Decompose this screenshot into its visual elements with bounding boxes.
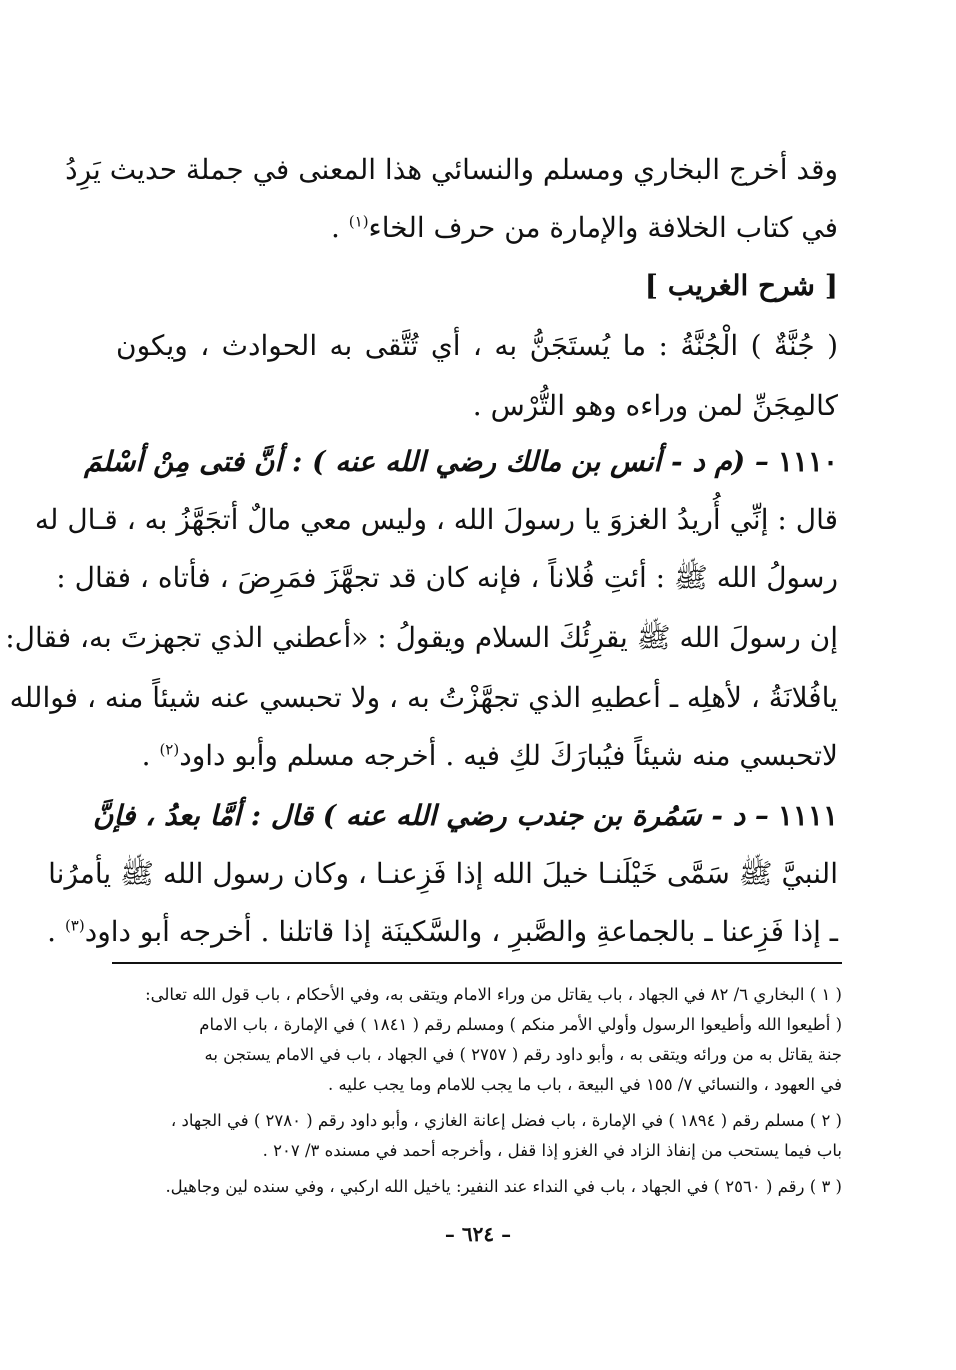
body-line-5 (34, 500, 838, 540)
page-number: – ٦٢٤ – (444, 1222, 512, 1246)
body-text: في كتاب الخلافة والإمارة من حرف الخاء (368, 211, 838, 244)
hadith-1110-header (84, 442, 838, 482)
footnote-ref-1[interactable]: (١) (348, 212, 369, 231)
body-text: إن رسولَ الله ﷺ يقرِئُكَ السلام ويقولُ : «أعطني الذي تجهزتَ به، فقال: (5, 621, 838, 654)
body-line-4 (116, 386, 838, 426)
body-text: ـ إذا فَزِعنا ـ بالجماعةِ والصَّبرِ ، والسَّكينَة إذا قاتلنا . أخرجه أبو داود (84, 915, 838, 948)
footnote-ref-2[interactable]: (٢) (159, 740, 180, 759)
period: . (141, 739, 160, 772)
body-line-1 (65, 150, 838, 190)
period: . (330, 211, 349, 244)
body-text: لاتحبسي منه شيئاً فيُبارَكَ لكِ فيه . أخرجه مسلم وأبو داود (179, 739, 838, 772)
body-text: النبيَّ ﷺ سَمَّى خَيْلَنـا خيلَ الله إذا فَزِعنـا ، وكان رسول الله ﷺ يأمرُنا (48, 857, 838, 890)
hadith-narrator: – د - سَمُرة بن جندب رضي الله عنه ) قال : أمَّا بعدُ ، فإنَّ (92, 799, 769, 832)
body-line-9 (116, 736, 838, 776)
body-text: رسولُ الله ﷺ : أئتِ فُلاناً ، فإنه كان قد تجهَّزَ فمَرِضَ ، فأتاه ، فقال : (56, 561, 838, 594)
hadith-number: ١١١٠ (777, 445, 838, 478)
section-heading (116, 266, 838, 306)
body-text: قال : إنِّي أُريدُ الغزوَ يا رسولَ الله ، وليس معي مالٌ أتجَهَّزُ به ، قـال له (34, 503, 838, 536)
footnote-1-line-2: ( أطيعوا الله وأطيعوا الرسول وأولي الأمر منكم ) ومسلم رقم ( ١٨٤١ ) في الإمارة ، باب الامام (199, 1015, 842, 1034)
body-line-10 (48, 854, 838, 894)
footnote-1-line-4: في العهود ، والنسائي ٧/ ١٥٥ في البيعة ، باب ما يجب للامام وما يجب عليه . (327, 1075, 842, 1094)
body-line-8 (9, 678, 838, 718)
footnote-1-line-1: ( ١ ) البخاري ٦/ ٨٢ في الجهاد ، باب يقاتل من وراء الامام ويتقى به، وفي الأحكام ، باب قول الله تعالى: (145, 985, 842, 1004)
body-text: ( جُنَّةٌ ) الْجُنَّةُ : ما يُستَجَنُّ به ، أي تُتَّقى به الحوادث ، ويكون (116, 329, 838, 362)
body-text: كالمِجَنِّ لمن وراءه وهو التُّرْس . (472, 389, 838, 422)
period: . (47, 915, 65, 948)
footnote-2-line-1: ( ٢ ) مسلم رقم ( ١٨٩٤ ) في الإمارة ، باب فضل إعانة الغازي ، وأبو داود رقم ( ٢٧٨٠ ) في الجهاد ، (170, 1111, 842, 1130)
body-line-2 (116, 208, 838, 248)
section-heading-text: [ شرح الغريب ] (644, 269, 838, 302)
body-line-3 (116, 326, 838, 366)
footnote-ref-3[interactable]: (٣) (64, 916, 85, 935)
footnote-3-line-1: ( ٣ ) رقم ( ٢٥٦٠ ) في الجهاد ، باب في النداء عند النفير: ياخيل الله اركبي ، وفي سنده لين وجاهيل. (165, 1177, 842, 1196)
body-text: يافُلانَةُ ، لأهلِه ـ أعطيهِ الذي تجهَّزْتُ به ، ولا تحبسي عنه شيئاً منه ، فوالله (9, 681, 838, 714)
footnote-divider (112, 962, 842, 964)
hadith-narrator: – (م د - أنس بن مالك رضي الله عنه ) : أنَّ فتى مِنْ أسْلمَ (84, 445, 769, 478)
body-line-6 (56, 558, 838, 598)
hadith-1111-header (92, 796, 838, 836)
body-line-11 (47, 912, 838, 952)
footnote-1-line-3: جنة يقاتل به من ورائه ويتقى به ، وأبو داود رقم ( ٢٧٥٧ ) في الجهاد ، باب في الامام يستجن به (204, 1045, 842, 1064)
footnote-2-line-2: باب فيما يستحب من إنفاذ الزاد في الغزو إذا قفل ، وأخرجه أحمد في مسنده ٣/ ٢٠٧ . (262, 1141, 842, 1160)
hadith-number: ١١١١ (777, 799, 838, 832)
body-text: وقد أخرج البخاري ومسلم والنسائي هذا المعنى في جملة حديث يَرِدُ (65, 153, 838, 186)
body-line-7 (5, 618, 838, 658)
